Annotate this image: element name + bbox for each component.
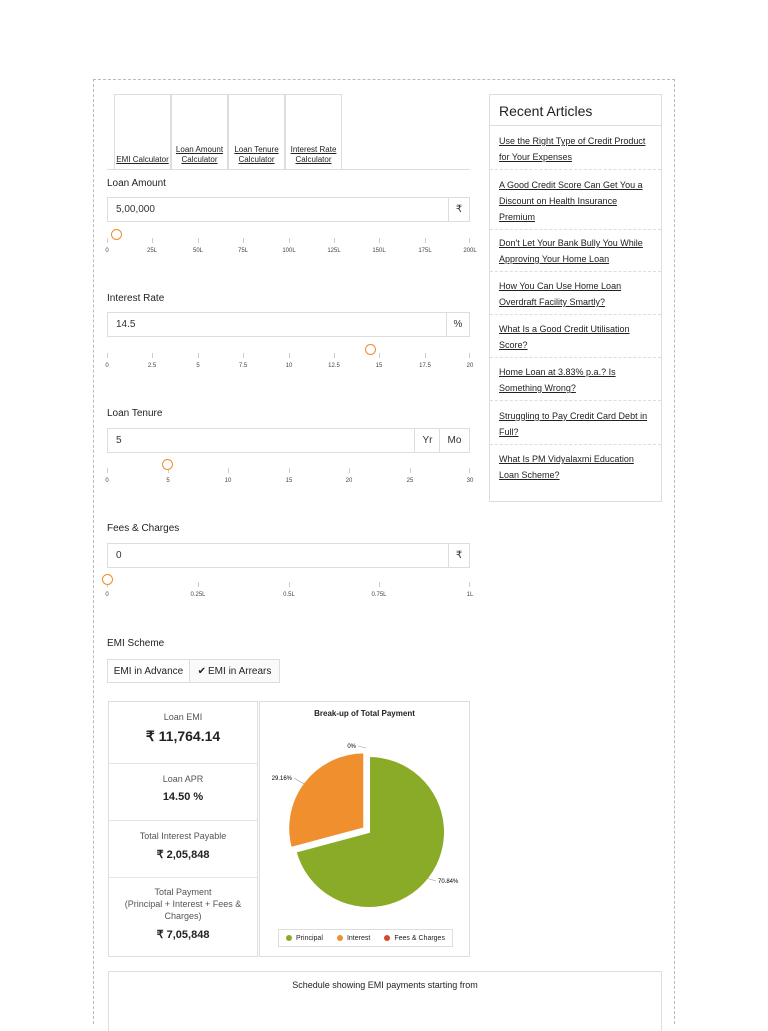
slider-tick — [334, 238, 335, 243]
slider-tick-label: 175L — [418, 248, 432, 254]
slider-tick-label: 15 — [285, 478, 293, 484]
slider-tick-label: 0.5L — [283, 592, 295, 598]
slider-tick-label: 200L — [463, 248, 477, 254]
slider-tick — [107, 468, 108, 473]
slider-tick — [410, 468, 411, 473]
tab-divider — [107, 169, 470, 170]
slider-tick — [469, 238, 470, 243]
loan-apr-label: Loan APR — [162, 774, 204, 784]
tab-label: Interest Rate Calculator — [290, 145, 337, 164]
rupee-icon: ₹ — [448, 544, 469, 567]
loan-amount-value: 5,00,000 — [116, 204, 155, 215]
slider-tick — [469, 353, 470, 358]
slider-tick — [107, 238, 108, 243]
emi-in-advance-button[interactable]: EMI in Advance — [107, 659, 190, 683]
legend-principal[interactable] — [286, 935, 323, 942]
slider-tick-label: 25L — [146, 248, 158, 254]
slider-tick — [152, 238, 153, 243]
interest-rate-value: 14.5 — [116, 319, 136, 330]
article-separator — [490, 444, 661, 446]
legend-label: Interest — [346, 934, 371, 942]
slider-tick — [152, 353, 153, 358]
emi-in-arrears-button[interactable] — [189, 659, 280, 683]
tab-label: EMI Calculator — [116, 155, 169, 164]
slider-tick-label: 20 — [345, 478, 353, 484]
emi-in-arrears-label: EMI in Arrears — [208, 665, 272, 677]
fees-slider[interactable] — [105, 582, 474, 602]
pie-leader-line — [358, 746, 366, 748]
slider-tick — [198, 353, 199, 358]
legend-dot-fees — [384, 935, 390, 941]
slider-tick-label: 150L — [372, 248, 386, 254]
loan-emi-value: ₹ 11,764.14 — [145, 728, 221, 744]
slider-tick-label: 0 — [105, 248, 109, 254]
pie-data-label: 70.84% — [438, 879, 459, 885]
fees-input[interactable] — [107, 543, 470, 568]
total-interest-row — [109, 821, 257, 878]
pie-slice-interest[interactable] — [288, 752, 364, 848]
loan-apr-row — [109, 764, 257, 821]
article-separator — [490, 229, 661, 231]
loan-tenure-value: 5 — [116, 435, 122, 446]
slider-tick — [228, 468, 229, 473]
fees-value: 0 — [116, 550, 122, 561]
loan-amount-slider-handle[interactable] — [111, 229, 122, 240]
tab-loan-amount-calculator[interactable] — [171, 94, 228, 169]
total-payment-row — [109, 878, 257, 956]
loan-emi-row — [109, 702, 257, 764]
article-link[interactable]: What Is PM Vidyalaxmi Education Loan Scheme? — [499, 454, 634, 480]
tab-label: Loan Amount Calculator — [175, 145, 224, 164]
slider-tick — [289, 238, 290, 243]
tenure-month-toggle[interactable]: Mo — [439, 429, 469, 452]
loan-emi-label: Loan EMI — [163, 712, 203, 722]
slider-tick-label: 5 — [196, 363, 200, 369]
slider-tick-label: 2.5 — [147, 363, 157, 369]
legend-dot-interest — [337, 935, 343, 941]
slider-tick — [243, 238, 244, 243]
rupee-icon: ₹ — [448, 198, 469, 221]
slider-tick-label: 75L — [237, 248, 249, 254]
legend-interest[interactable] — [337, 935, 370, 942]
article-link[interactable]: What Is a Good Credit Utilisation Score? — [499, 324, 630, 350]
slider-tick-label: 10 — [285, 363, 293, 369]
slider-tick-label: 12.5 — [328, 363, 340, 369]
tab-emi-calculator[interactable] — [114, 94, 171, 169]
slider-tick-label: 0 — [105, 478, 109, 484]
slider-tick — [379, 353, 380, 358]
loan-tenure-label: Loan Tenure — [107, 408, 163, 419]
slider-tick — [289, 468, 290, 473]
loan-amount-slider[interactable] — [105, 238, 477, 258]
articles-divider — [490, 125, 661, 126]
slider-tick-label: 20 — [466, 363, 474, 369]
schedule-title: Schedule showing EMI payments starting from — [292, 980, 478, 990]
article-link[interactable]: Home Loan at 3.83% p.a.? Is Something Wrong? — [499, 367, 616, 393]
legend-dot-principal — [286, 935, 292, 941]
percent-icon: % — [446, 313, 469, 336]
slider-tick-label: 0.25L — [190, 592, 206, 598]
article-separator — [490, 357, 661, 359]
check-icon: ✔ — [197, 665, 207, 677]
article-link[interactable]: A Good Credit Score Can Get You a Discount on Health Insurance Premium — [499, 180, 643, 222]
loan-tenure-slider[interactable] — [105, 468, 474, 488]
loan-amount-input[interactable] — [107, 197, 470, 222]
slider-tick-label: 50L — [192, 248, 204, 254]
loan-tenure-input[interactable] — [107, 428, 470, 453]
slider-tick-label: 17.5 — [419, 363, 431, 369]
slider-tick — [349, 468, 350, 473]
tab-loan-tenure-calculator[interactable] — [228, 94, 285, 169]
pie-leader-line — [294, 778, 304, 784]
tab-interest-rate-calculator[interactable] — [285, 94, 342, 169]
emi-scheme-label: EMI Scheme — [107, 638, 165, 649]
chart-title: Break-up of Total Payment — [314, 709, 415, 718]
slider-tick — [243, 353, 244, 358]
slider-tick — [198, 238, 199, 243]
legend-label: Fees & Charges — [394, 934, 445, 942]
slider-tick — [469, 468, 470, 473]
article-link[interactable]: Don't Let Your Bank Bully You While Approving Your Home Loan — [499, 238, 643, 264]
slider-tick — [379, 582, 380, 587]
slider-tick-label: 125L — [327, 248, 341, 254]
recent-articles-panel — [489, 94, 662, 502]
pie-data-label: 29.16% — [271, 776, 292, 782]
total-interest-label: Total Interest Payable — [139, 831, 227, 841]
recent-articles-title: Recent Articles — [499, 103, 593, 119]
article-separator — [490, 271, 661, 273]
loan-tenure-slider-handle[interactable] — [162, 459, 173, 470]
slider-tick — [198, 582, 199, 587]
loan-amount-label: Loan Amount — [107, 178, 166, 189]
legend-label: Principal — [296, 934, 323, 942]
slider-tick-label: 10 — [224, 478, 232, 484]
article-link[interactable]: Struggling to Pay Credit Card Debt in Full? — [499, 411, 648, 437]
interest-rate-label: Interest Rate — [107, 293, 165, 304]
slider-tick — [469, 582, 470, 587]
fees-label: Fees & Charges — [107, 523, 180, 534]
total-payment-label: Total Payment (Principal + Interest + Fees & Charges) — [124, 887, 242, 921]
article-link[interactable]: How You Can Use Home Loan Overdraft Facility Smartly? — [499, 281, 622, 307]
slider-tick-label: 15 — [375, 363, 383, 369]
slider-tick — [334, 353, 335, 358]
interest-rate-slider-handle[interactable] — [365, 344, 376, 355]
article-separator — [490, 169, 661, 171]
article-separator — [490, 400, 661, 402]
fees-slider-handle[interactable] — [102, 574, 113, 585]
slider-tick-label: 25 — [406, 478, 414, 484]
loan-apr-value: 14.50 % — [162, 791, 204, 803]
slider-tick — [289, 353, 290, 358]
pie-data-label: 0% — [347, 744, 356, 750]
slider-tick-label: 0.75L — [371, 592, 387, 598]
slider-tick — [425, 353, 426, 358]
slider-tick — [289, 582, 290, 587]
payment-schedule-panel — [108, 971, 662, 1031]
article-link[interactable]: Use the Right Type of Credit Product for Your Expenses — [499, 136, 646, 162]
slider-tick-label: 5 — [166, 478, 170, 484]
slider-tick-label: 100L — [282, 248, 296, 254]
tab-label: Loan Tenure Calculator — [234, 145, 279, 164]
chart-legend — [278, 929, 453, 947]
interest-rate-slider[interactable] — [105, 353, 474, 373]
slider-tick-label: 0 — [105, 363, 109, 369]
emi-summary-panel — [108, 701, 258, 957]
slider-tick-label: 0 — [105, 592, 109, 598]
slider-tick-label: 30 — [466, 478, 474, 484]
slider-tick-label: 1L — [466, 592, 474, 598]
slider-tick — [425, 238, 426, 243]
slider-tick — [379, 238, 380, 243]
payment-breakup-chart — [259, 701, 470, 957]
article-separator — [490, 314, 661, 316]
slider-tick — [107, 353, 108, 358]
total-interest-value: ₹ 2,05,848 — [156, 849, 210, 861]
tenure-year-toggle[interactable]: Yr — [414, 429, 440, 452]
pie-chart — [260, 702, 469, 922]
total-payment-value: ₹ 7,05,848 — [156, 929, 210, 941]
interest-rate-input[interactable] — [107, 312, 470, 337]
legend-fees[interactable] — [384, 935, 445, 942]
slider-tick-label: 7.5 — [238, 363, 248, 369]
